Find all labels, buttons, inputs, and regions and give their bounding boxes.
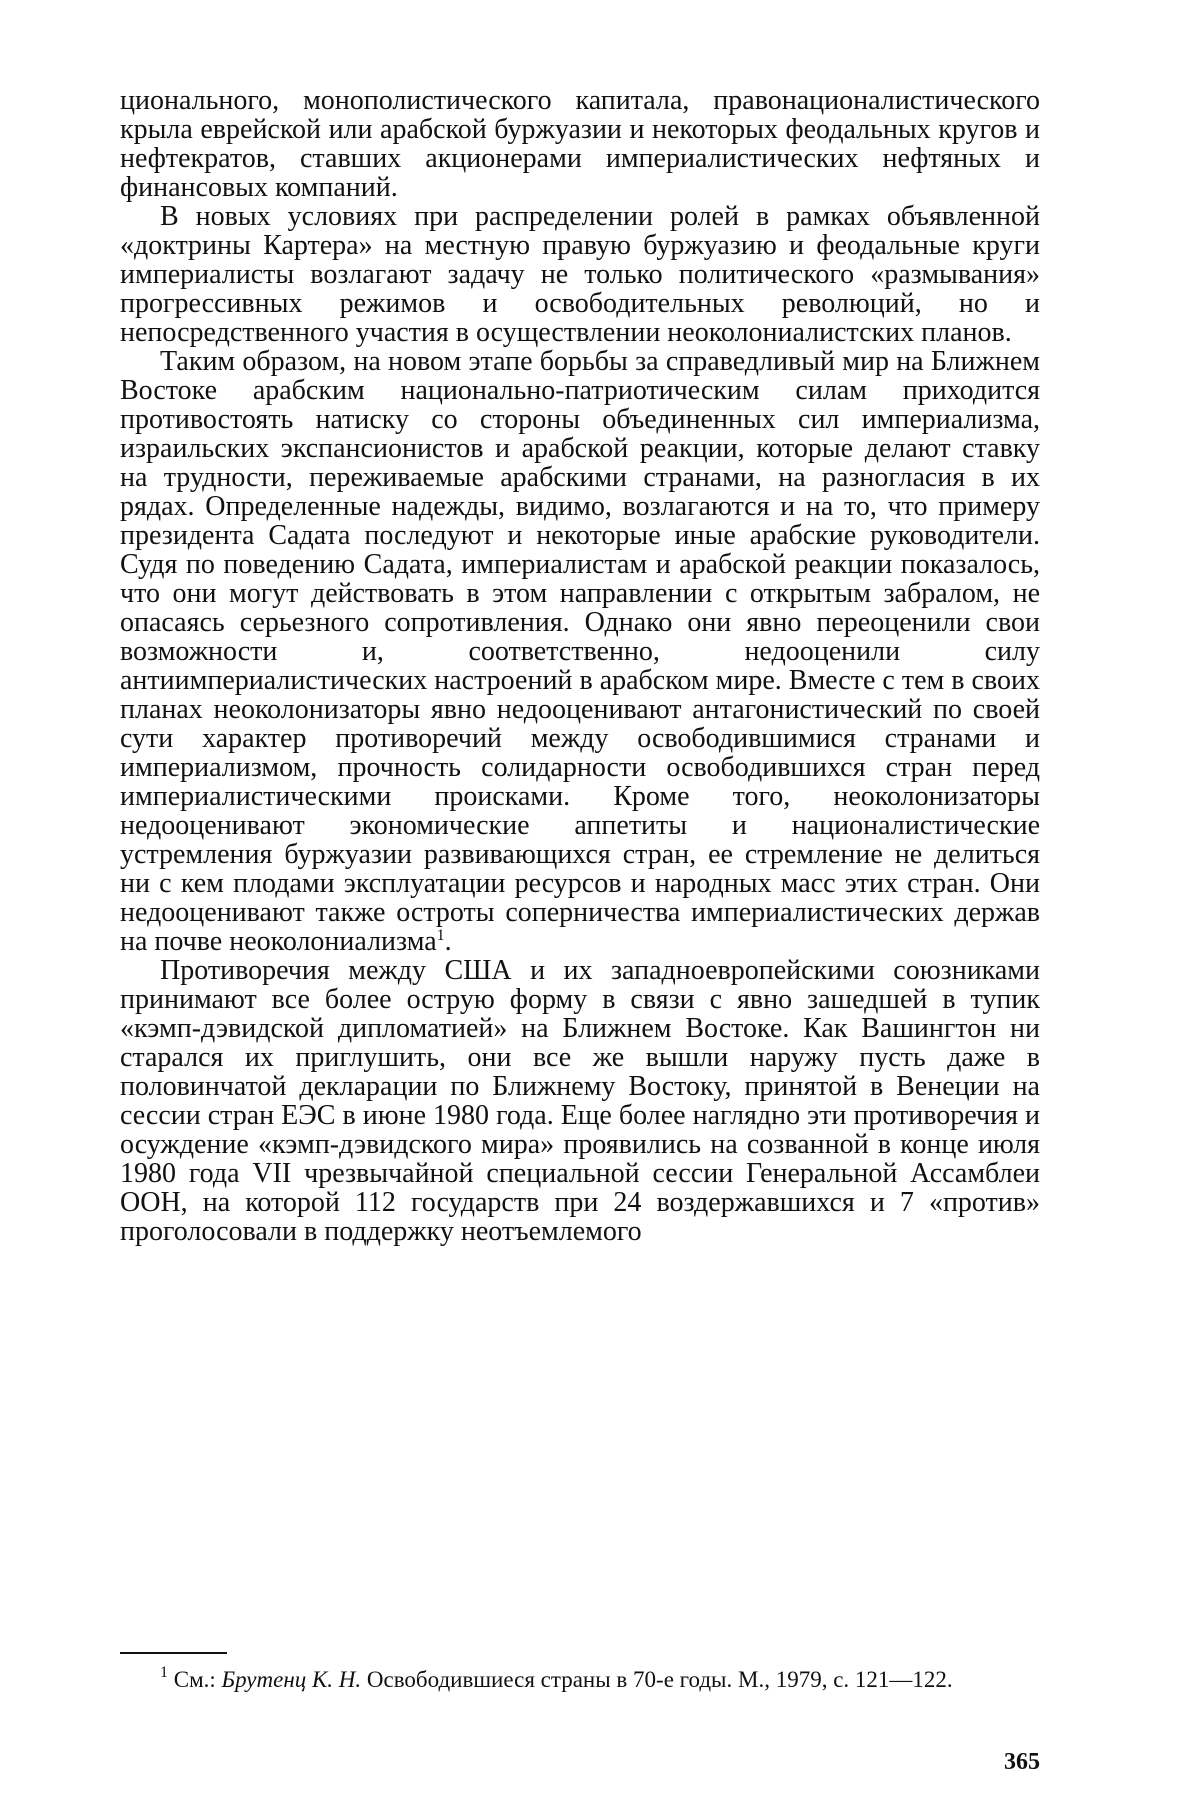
paragraph: В новых условиях при распределении ролей в рамках объявленной «доктрины Картера» на местную правую буржуазию и феодальные круги империалисты возлагают задачу не только политического «размывания» прогрессивных режимов и освободительных революций, но и непосредственного участия в осуществлении неоколониалистских планов. <box>120 201 1040 348</box>
paragraph-end-punctuation: . <box>444 926 452 957</box>
page-number: 365 <box>1004 1749 1040 1775</box>
footnote-line <box>120 1666 1040 1694</box>
footnote-reference[interactable]: 1 <box>436 927 445 944</box>
body-text <box>120 86 1040 1246</box>
footnote-citation: Освободившиеся страны в 70-е годы. М., 1979, с. 121—122. <box>361 1667 953 1692</box>
footnote-divider <box>120 1652 227 1654</box>
footnote-prefix: См.: <box>173 1667 222 1692</box>
paragraph-text: Таким образом, на новом этапе борьбы за справедливый мир на Ближнем Востоке арабским национально-патриотическим силам приходится противостоять натиску со стороны объединенных сил империализма, израильских экспансионистов и арабской реакции, которые делают ставку на трудности, переживаемые арабскими странами, на разногласия в их рядах. Определенные надежды, видимо, возлагаются и на то, что примеру президента Садата последуют и некоторые иные арабские руководители. Судя по поведению Садата, империалистам и арабской реакции показалось, что они могут действовать в этом направлении с открытым забралом, не опасаясь серьезного сопротивления. Однако они явно переоценили свои возможности и, соответственно, недооценили силу антиимпериалистических настроений в арабском мире. Вместе с тем в своих планах неоколонизаторы явно недооценивают антагонистический по своей сути характер противоречий между освободившимися странами и империализмом, прочность солидарности освободившихся стран перед империалистическими происками. Кроме того, неоколонизаторы недооценивают экономические аппетиты и националистические устремления буржуазии развивающихся стран, ее стремление не делиться ни с кем плодами эксплуатации ресурсов и народных масс этих стран. Они недооценивают также остроты соперничества империалистических держав на почве неоколониализма <box>120 346 1040 957</box>
paragraph: Противоречия между США и их западноевропейскими союзниками принимают все более острую форму в связи с явно зашедшей в тупик «кэмп-дэвидской дипломатией» на Ближнем Востоке. Как Вашингтон ни старался их приглушить, они все же вышли наружу пусть даже в половинчатой декларации по Ближнему Востоку, принятой в Венеции на сессии стран ЕЭС в июне 1980 года. Еще более наглядно эти противоречия и осуждение «кэмп-дэвидского мира» проявились на созванной в конце июля 1980 года VII чрезвычайной специальной сессии Генеральной Ассамблеи ООН, на которой 112 государств при 24 воздержавшихся и 7 «против» проголосовали в поддержку неотъемлемого <box>120 955 1040 1247</box>
paragraph: ционального, монополистического капитала, правонационалистического крыла еврейской или арабской буржуазии и некоторых феодальных кругов и нефтекратов, ставших акционерами империалистических нефтяных и финансовых компаний. <box>120 85 1040 203</box>
paragraph <box>120 347 1040 956</box>
footnote-marker: 1 <box>160 1664 168 1681</box>
footnote-author: Брутенц К. Н. <box>221 1667 362 1692</box>
footnote <box>120 1666 1040 1694</box>
